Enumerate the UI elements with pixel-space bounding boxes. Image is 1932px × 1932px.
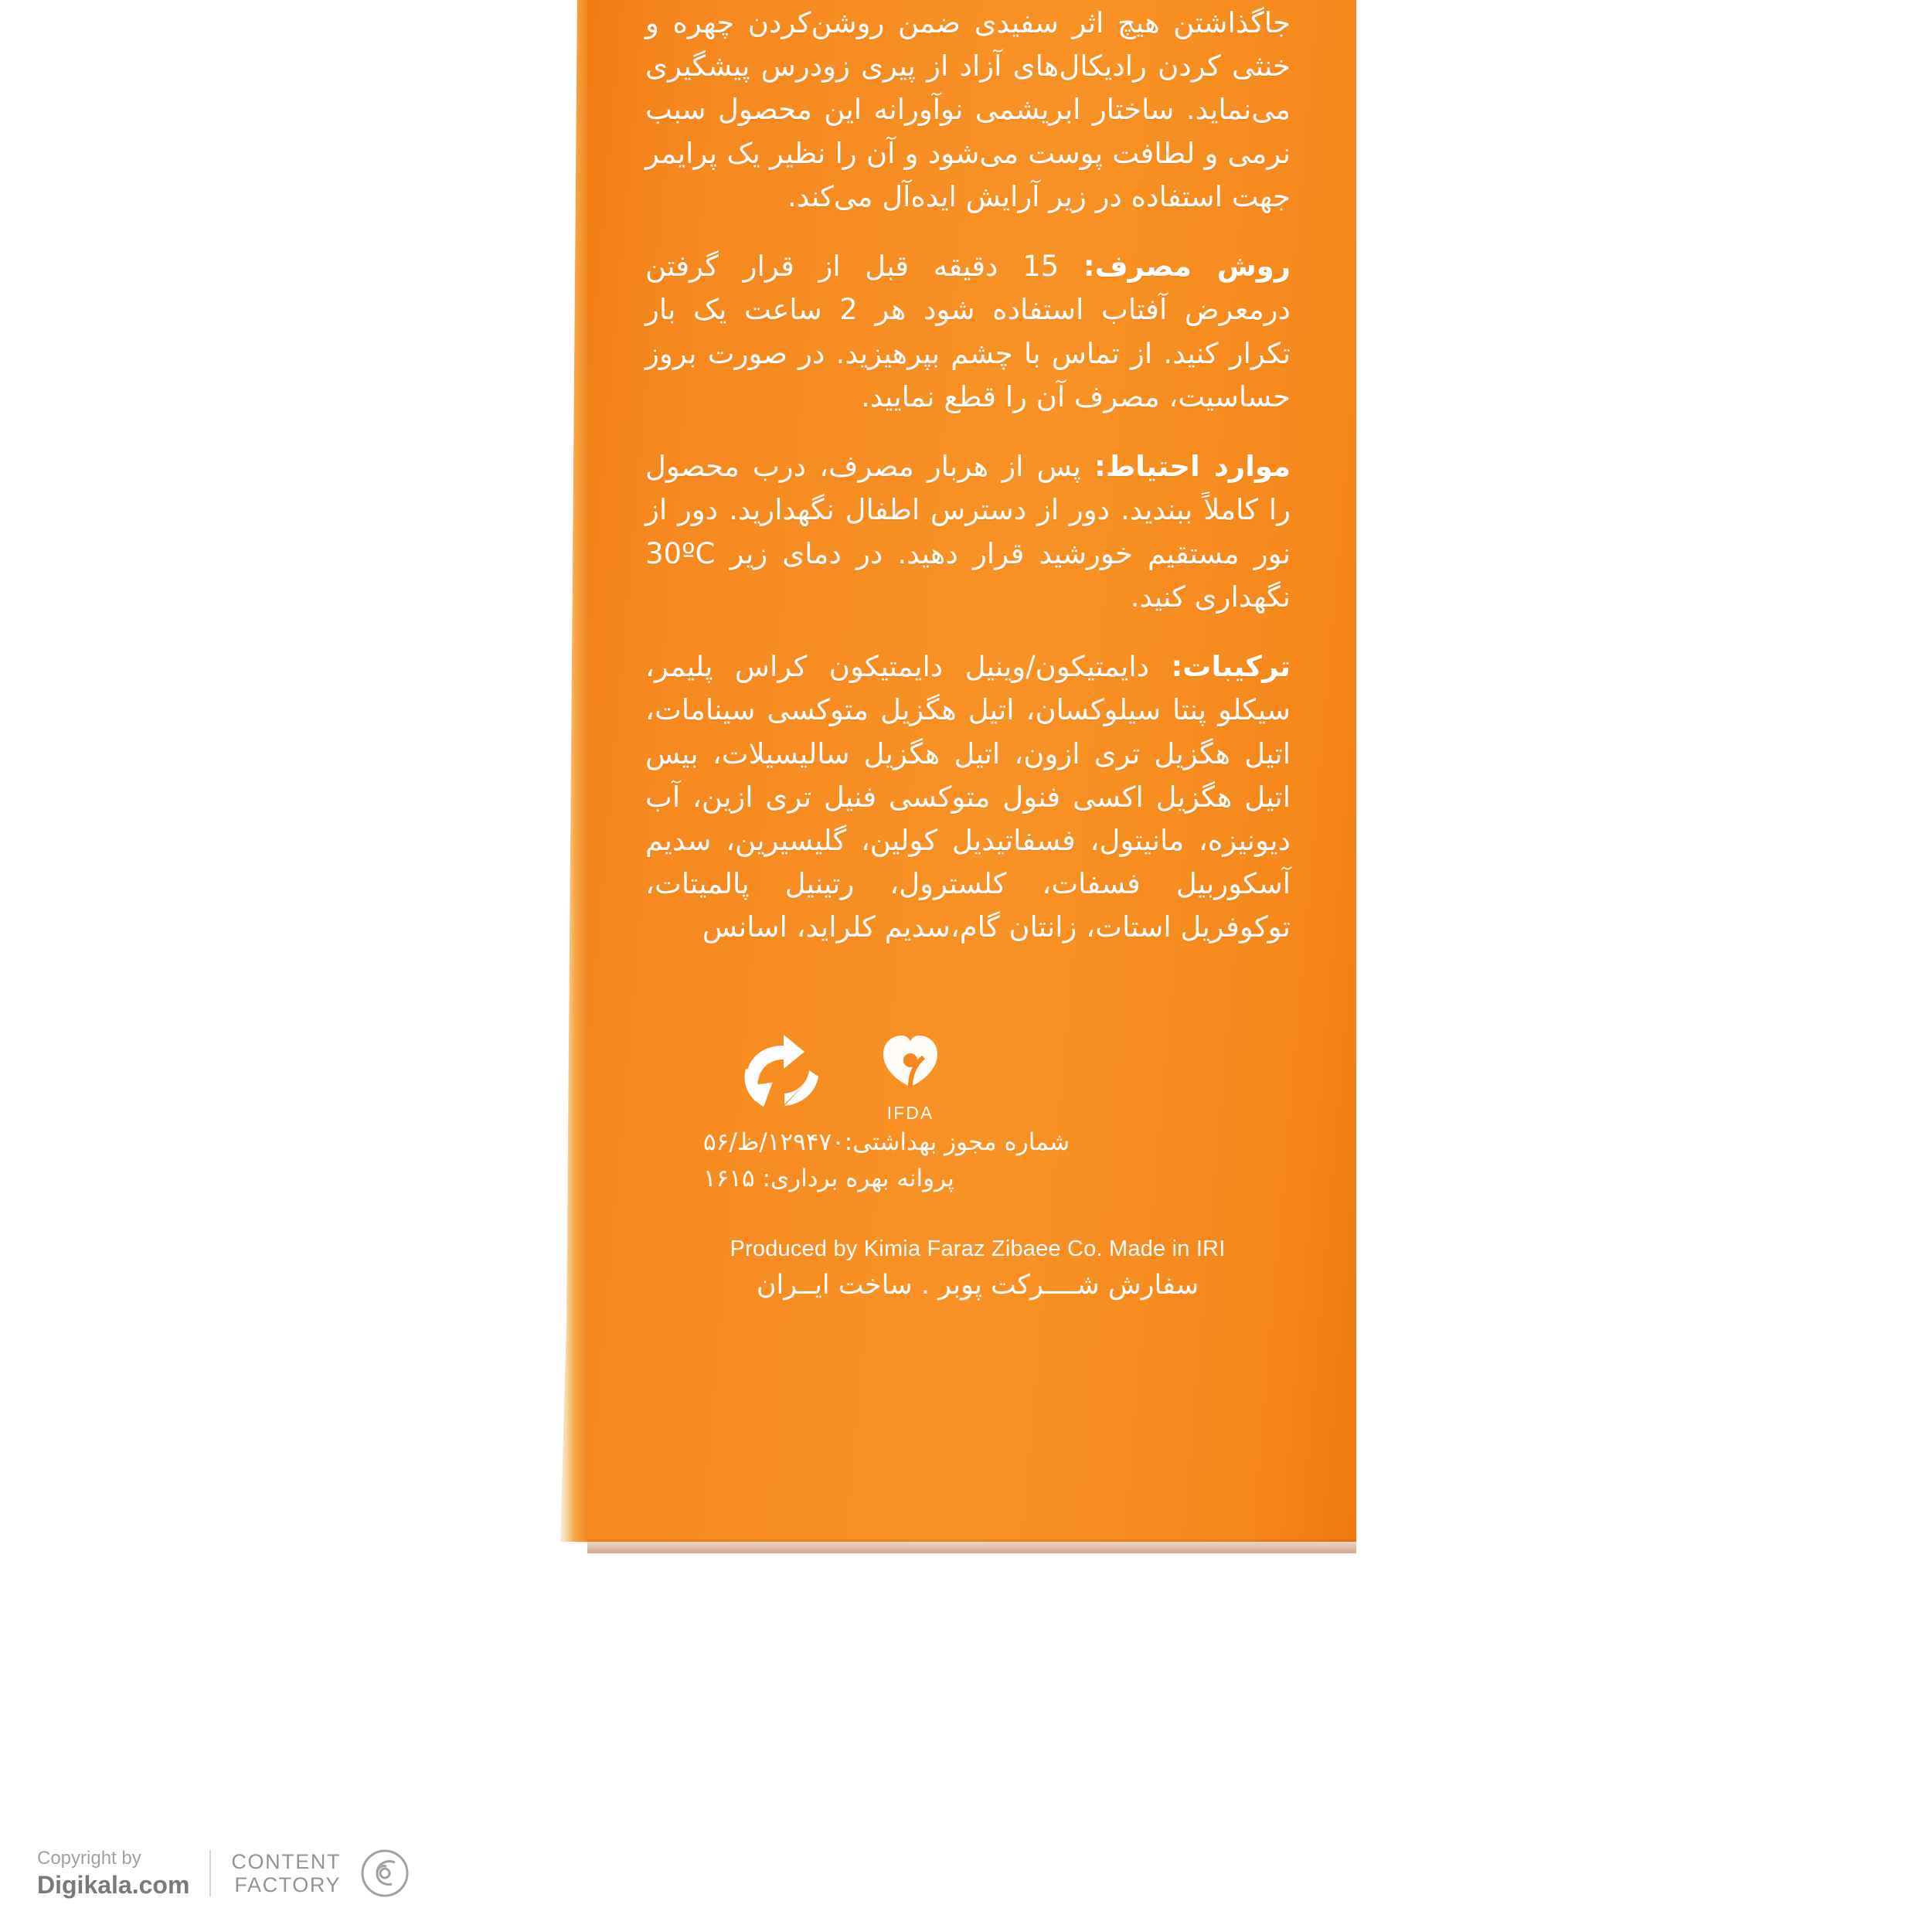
paragraph-ingredients-label: ترکیبات: bbox=[1171, 650, 1291, 684]
package-symbols bbox=[738, 1024, 970, 1124]
content-factory-wordmark bbox=[231, 1850, 341, 1896]
paragraph-usage: روش مصرف: 15 دقیقه قبل از قرار گرفتن درمعرض آفتاب استفاده شود هر 2 ساعت یک بار تکرار کنید. از تماس با چشم بپرهیزید. در صورت بروز حساسیت، مصرف آن را قطع نمایید. bbox=[645, 250, 1291, 413]
paragraph-description: جاگذاشتن هیچ اثر سفیدی ضمن روشن‌کردن چهره و خنثی کردن رادیکال‌های آزاد از پیری زودرس پیشگیری می‌نماید. ساختار ابریشمی نوآورانه این محصول سبب نرمی و لطافت پوست می‌شود و آن را نظیر یک پرایمر جهت استفاده در زیر آرایش ایده‌آل می‌کند. bbox=[645, 6, 1291, 213]
paragraph-caution-label: موارد احتیاط: bbox=[1094, 450, 1291, 484]
copyright-site: Digikala.com bbox=[37, 1870, 190, 1899]
watermark-divider bbox=[209, 1850, 211, 1896]
exploitation-license-number: پروانه بهره برداری: ۱۶۱۵ bbox=[703, 1164, 954, 1192]
paragraph-ingredients: ترکیبات: دایمتیکون/وینیل دایمتیکون کراس پلیمر، سیکلو پنتا سیلوکسان، اتیل هگزیل متوکسی سینامات، اتیل هگزیل تری ازون، اتیل هگزیل سالیسیلات، بیس اتیل هگزیل اکسی فنول متوکسی فنیل تری ازین، آب دیونیزه، مانیتول، فسفاتیدیل کولین، گلیسیرین، سدیم آسکوربیل فسفات، کلسترول، رتینیل پالمیتات، توکوفریل استات، زانتان گام،سدیم کلراید، اسانس bbox=[645, 650, 1291, 944]
paragraph-caution: موارد احتیاط: پس از هربار مصرف، درب محصول را کاملاً ببندید. دور از دسترس اطفال نگهدارید. دور از نور مستقیم خورشید قرار دهید. در دمای زیر 30ºC نگهداری کنید. bbox=[645, 450, 1291, 614]
ifda-label: IFDA bbox=[886, 1103, 934, 1123]
license-numbers bbox=[703, 1124, 1291, 1196]
producer-info-persian: سفارش شــــرکت پوبر . ساخت ایــران bbox=[756, 1270, 1199, 1301]
producer-info bbox=[645, 1236, 1310, 1301]
carton-bottom-edge bbox=[587, 1539, 1356, 1553]
package-text-column bbox=[645, 0, 1291, 976]
paragraph-usage-label: روش مصرف: bbox=[1083, 250, 1291, 284]
copyright-label: Copyright by bbox=[37, 1847, 141, 1869]
content-factory-logo-icon bbox=[361, 1849, 409, 1897]
watermark-brand-line1: CONTENT bbox=[231, 1850, 342, 1874]
health-permit-number: شماره مجوز بهداشتی:۱۲۹۴۷۰/ظ/۵۶ bbox=[703, 1128, 1070, 1156]
ifda-approval-icon bbox=[865, 1029, 956, 1123]
producer-info-english: Produced by Kimia Faraz Zibaee Co. Made in IRI bbox=[730, 1236, 1226, 1261]
carton-left-spine bbox=[560, 0, 591, 1542]
watermark bbox=[37, 1848, 409, 1900]
watermark-brand-line2: FACTORY bbox=[234, 1873, 342, 1897]
product-carton bbox=[560, 0, 1356, 1553]
recycle-icon bbox=[738, 1030, 829, 1118]
watermark-copyright bbox=[37, 1848, 189, 1900]
